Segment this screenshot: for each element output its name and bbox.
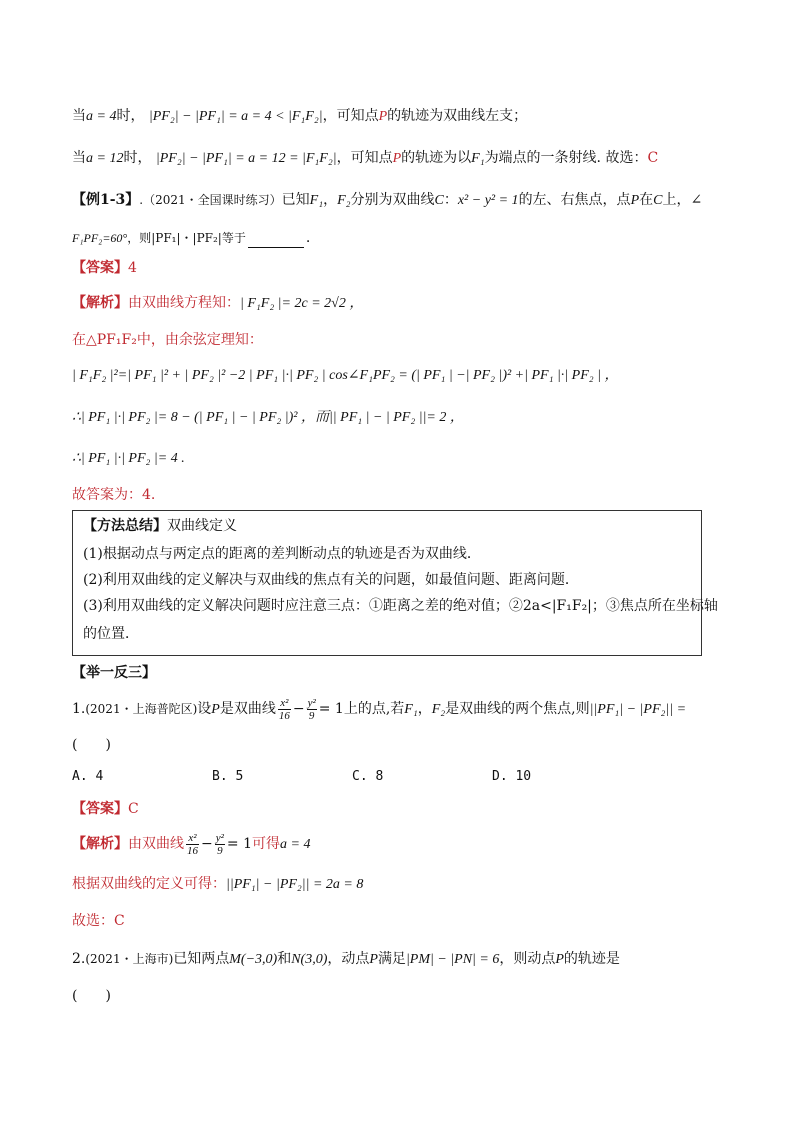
question-source: (2021・上海市) bbox=[85, 952, 174, 966]
option-d: D. 10 bbox=[492, 769, 532, 784]
option-c: C. 8 bbox=[352, 769, 384, 784]
analysis-line-5: ∴| PF₁ |·| PF₂ |= 4 . bbox=[72, 451, 185, 466]
question-1-options bbox=[72, 767, 632, 787]
analysis-line-4: ∴| PF₁ |·| PF₂ |= 8 − (| PF₁ | − | PF₂ |)² ，而|| PF₁ | − | PF₂ ||= 2 ， bbox=[72, 410, 464, 425]
method-label: 【方法总结】 bbox=[83, 518, 167, 534]
analysis-conclusion: 故答案为：4. bbox=[72, 487, 156, 503]
answer-row-1 bbox=[72, 258, 137, 278]
example-tag: 【例1-3】 bbox=[72, 192, 140, 208]
option-a: A. 4 bbox=[72, 769, 104, 784]
hyperbola-equation: x² − y² = 1 bbox=[457, 193, 519, 208]
analysis-label: 【解析】 bbox=[72, 295, 128, 311]
example-source: .（2021・全国课时练习） bbox=[139, 193, 282, 207]
question-source: (2021・上海普陀区) bbox=[85, 702, 198, 716]
method-title-row bbox=[83, 516, 237, 536]
answer-value: C bbox=[128, 801, 139, 817]
answer-row-2 bbox=[72, 799, 139, 819]
analysis-row-1: 【解析】由双曲线方程知：| F₁F₂ |= 2c = 2√2 ， bbox=[72, 295, 364, 311]
question-2-stem: 2.(2021・上海市)已知两点M(−3,0)和N(3,0)，动点P满足|PM| − |PN| = 6，则动点P的轨迹是 bbox=[72, 951, 620, 967]
method-item-2: (2)利用双曲线的定义解决与双曲线的焦点有关的问题，如最值问题、距离问题． bbox=[83, 572, 579, 588]
answer-value: 4 bbox=[128, 260, 137, 276]
question-1-stem: 1.(2021・上海普陀区)设P是双曲线 $\frac{\text{x²}}{16}$ − $\frac{\text{y²}}{9}$ = 1上的点,若F₁，F₂是双曲线的两个焦点,则||PF₁| − |PF₂|| = bbox=[72, 696, 687, 722]
question-number: 2. bbox=[72, 951, 86, 967]
analysis-label: 【解析】 bbox=[72, 836, 128, 852]
fraction-y2-9: $\frac{\text{y²}}{9}$ bbox=[215, 831, 224, 857]
math-expression: |PF₂| − |PF₁| = a = 4 < |F₁F₂| bbox=[148, 109, 323, 124]
method-item-1: (1)根据动点与两定点的距离的差判断动点的轨迹是否为双曲线． bbox=[83, 546, 481, 562]
answer-blank bbox=[248, 233, 304, 248]
fraction-y2-9: $\frac{\text{y²}}{9}$ bbox=[307, 696, 316, 722]
option-b: B. 5 bbox=[212, 769, 244, 784]
solution-line-a12: 当a = 12时， |PF₂| − |PF₁| = a = 12 = |F₁F₂|，可知点P的轨迹为以F₁为端点的一条射线. 故选：C bbox=[72, 150, 659, 166]
method-item-3-cont: 的位置． bbox=[83, 626, 139, 642]
method-summary-box bbox=[72, 510, 718, 656]
fraction-x2-16: $\frac{\text{x²}}{16}$ bbox=[278, 696, 290, 722]
answer-label: 【答案】 bbox=[72, 260, 128, 276]
fraction-x2-16: $\frac{\text{x²}}{16}$ bbox=[187, 831, 198, 857]
example-stem-line1: 【例1-3】.（2021・全国课时练习）已知F₁，F₂分别为双曲线C：x² − y² = 1的左、右焦点，点P在C上，∠ bbox=[72, 192, 703, 208]
method-item-3: (3)利用双曲线的定义解决问题时应注意三点：①距离之差的绝对值；②2a<|F₁F₂|；③焦点所在坐标轴 bbox=[83, 598, 718, 614]
analysis-2-line-2: 根据双曲线的定义可得：||PF₁| − |PF₂|| = 2a = 8 bbox=[72, 876, 364, 892]
analysis-line-3: | F₁F₂ |²=| PF₁ |² + | PF₂ |² −2 | PF₁ |·| PF₂ | cos∠F₁PF₂ = (| PF₁ | −| PF₂ |)² +| PF₁ |·| PF₂ | ， bbox=[72, 368, 619, 383]
analysis-line-2: 在△PF₁F₂中，由余弦定理知： bbox=[72, 332, 263, 348]
analysis-2-conclusion: 故选：C bbox=[72, 913, 125, 929]
practice-title: 【举一反三】 bbox=[72, 665, 156, 681]
example-stem-line2: F₁PF₂=60°，则|PF₁|・|PF₂|等于 . bbox=[72, 230, 311, 246]
question-1-paren: ( ) bbox=[72, 737, 111, 753]
math-expression: |PF₂| − |PF₁| = a = 12 = |F₁F₂| bbox=[155, 151, 337, 166]
solution-line-a4: 当a = 4时， |PF₂| − |PF₁| = a = 4 < |F₁F₂|，可知点P的轨迹为双曲线左支； bbox=[72, 108, 528, 124]
question-number: 1. bbox=[72, 701, 86, 717]
answer-choice: C bbox=[647, 150, 659, 166]
method-title: 双曲线定义 bbox=[167, 518, 237, 534]
answer-label: 【答案】 bbox=[72, 801, 128, 817]
question-2-paren: ( ) bbox=[72, 988, 111, 1004]
analysis-row-2: 【解析】由双曲线 $\frac{\text{x²}}{16}$ − $\frac{\text{y²}}{9}$ = 1可得a = 4 bbox=[72, 831, 311, 857]
